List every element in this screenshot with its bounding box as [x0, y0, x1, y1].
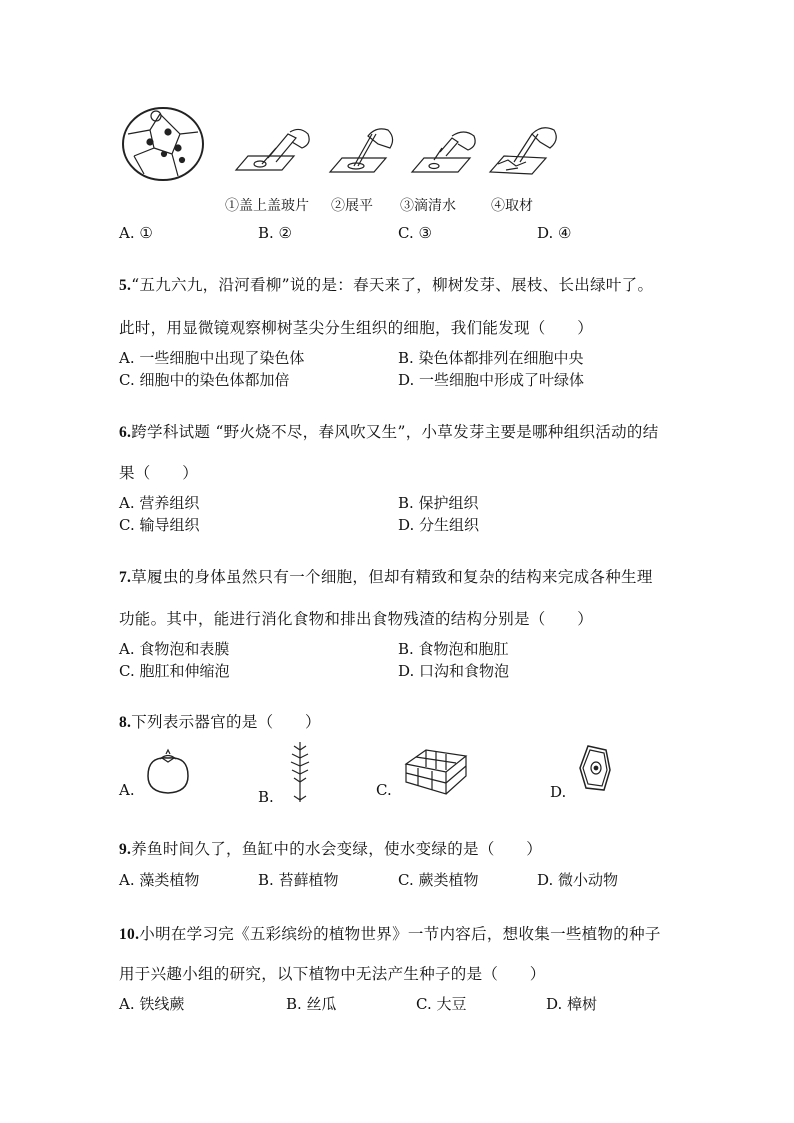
q9-option-b[interactable]: B. 苔藓植物	[258, 871, 339, 889]
plant-seedling-icon	[288, 740, 312, 802]
q10-text-line2: 用于兴趣小组的研究，以下植物中无法产生种子的是（ ）	[119, 965, 546, 983]
q9-text-line1: 养鱼时间久了，鱼缸中的水会变绿，使水变绿的是（ ）	[131, 840, 543, 858]
plant-cell-icon	[578, 744, 612, 792]
cover-slip-hand-icon	[232, 128, 314, 178]
q9-option-d[interactable]: D. 微小动物	[537, 871, 619, 889]
q10-stem-line1	[119, 922, 661, 944]
spread-hand-icon	[326, 126, 400, 180]
q4-option-c[interactable]: C. ③	[398, 224, 432, 242]
drop-water-hand-icon	[408, 128, 482, 180]
q6-option-d[interactable]: D. 分生组织	[398, 516, 480, 534]
q10-option-c[interactable]: C. 大豆	[416, 995, 467, 1013]
q5-option-c[interactable]: C. 细胞中的染色体都加倍	[119, 371, 290, 389]
q5-stem-line1	[119, 273, 653, 295]
q6-option-b[interactable]: B. 保护组织	[398, 494, 479, 512]
q8-number: 8.	[119, 714, 132, 731]
q5-text-line1: “五九六九，沿河看柳”说的是：春天来了，柳树发芽、展枝、长出绿叶了。	[131, 276, 654, 294]
q6-text-line2: 果（ ）	[119, 464, 199, 482]
step-label-cover: ①盖上盖玻片	[225, 198, 309, 214]
q7-option-d[interactable]: D. 口沟和食物泡	[398, 662, 510, 680]
q5-text-line2: 此时，用显微镜观察柳树茎尖分生组织的细胞，我们能发现（ ）	[119, 319, 594, 337]
take-material-hand-icon	[486, 124, 562, 180]
tissue-block-icon	[404, 746, 468, 798]
q7-number: 7.	[119, 569, 132, 586]
q6-option-a[interactable]: A. 营养组织	[119, 494, 200, 512]
tomato-icon	[144, 748, 192, 796]
q4-option-b[interactable]: B. ②	[258, 224, 293, 242]
step-label-take-material: ④取材	[491, 198, 533, 214]
q9-stem-line1	[119, 837, 542, 859]
q7-option-a[interactable]: A. 食物泡和表膜	[119, 640, 230, 658]
q5-option-b[interactable]: B. 染色体都排列在细胞中央	[398, 349, 584, 367]
q9-number: 9.	[119, 841, 132, 858]
q5-option-d[interactable]: D. 一些细胞中形成了叶绿体	[398, 371, 585, 389]
q10-option-d[interactable]: D. 樟树	[546, 995, 598, 1013]
microscope-view-icon	[120, 104, 206, 184]
q10-text-line1: 小明在学习完《五彩缤纷的植物世界》一节内容后，想收集一些植物的种子	[139, 925, 661, 943]
q5-option-a[interactable]: A. 一些细胞中出现了染色体	[119, 349, 305, 367]
step-label-drop-water: ③滴清水	[400, 198, 456, 214]
q8-text-line1: 下列表示器官的是（ ）	[131, 713, 321, 731]
q7-option-c[interactable]: C. 胞肛和伸缩泡	[119, 662, 230, 680]
q5-number: 5.	[119, 277, 132, 294]
q9-option-c[interactable]: C. 蕨类植物	[398, 871, 479, 889]
q9-option-a[interactable]: A. 藻类植物	[119, 871, 200, 889]
q6-text-line1: 跨学科试题 “野火烧不尽，春风吹又生”，小草发芽主要是哪种组织活动的结	[131, 423, 659, 441]
q8-option-a[interactable]: A.	[119, 781, 135, 799]
q7-option-b[interactable]: B. 食物泡和胞肛	[398, 640, 509, 658]
q6-option-c[interactable]: C. 输导组织	[119, 516, 200, 534]
q4-option-a[interactable]: A. ①	[119, 224, 153, 242]
step-label-spread: ②展平	[331, 198, 373, 214]
q10-option-a[interactable]: A. 铁线蕨	[119, 995, 185, 1013]
q7-stem-line1	[119, 565, 653, 587]
q8-option-c[interactable]: C.	[376, 781, 392, 799]
q8-option-b[interactable]: B.	[258, 788, 274, 806]
q7-text-line1: 草履虫的身体虽然只有一个细胞，但却有精致和复杂的结构来完成各种生理	[131, 568, 653, 586]
q10-option-b[interactable]: B. 丝瓜	[286, 995, 337, 1013]
q8-option-d[interactable]: D.	[550, 783, 567, 801]
q7-text-line2: 功能。其中，能进行消化食物和排出食物残渣的结构分别是（ ）	[119, 610, 594, 628]
q6-stem-line1	[119, 420, 659, 442]
q6-number: 6.	[119, 424, 132, 441]
q8-stem-line1	[119, 710, 321, 732]
q10-number: 10.	[119, 926, 140, 943]
q4-option-d[interactable]: D. ④	[537, 224, 572, 242]
